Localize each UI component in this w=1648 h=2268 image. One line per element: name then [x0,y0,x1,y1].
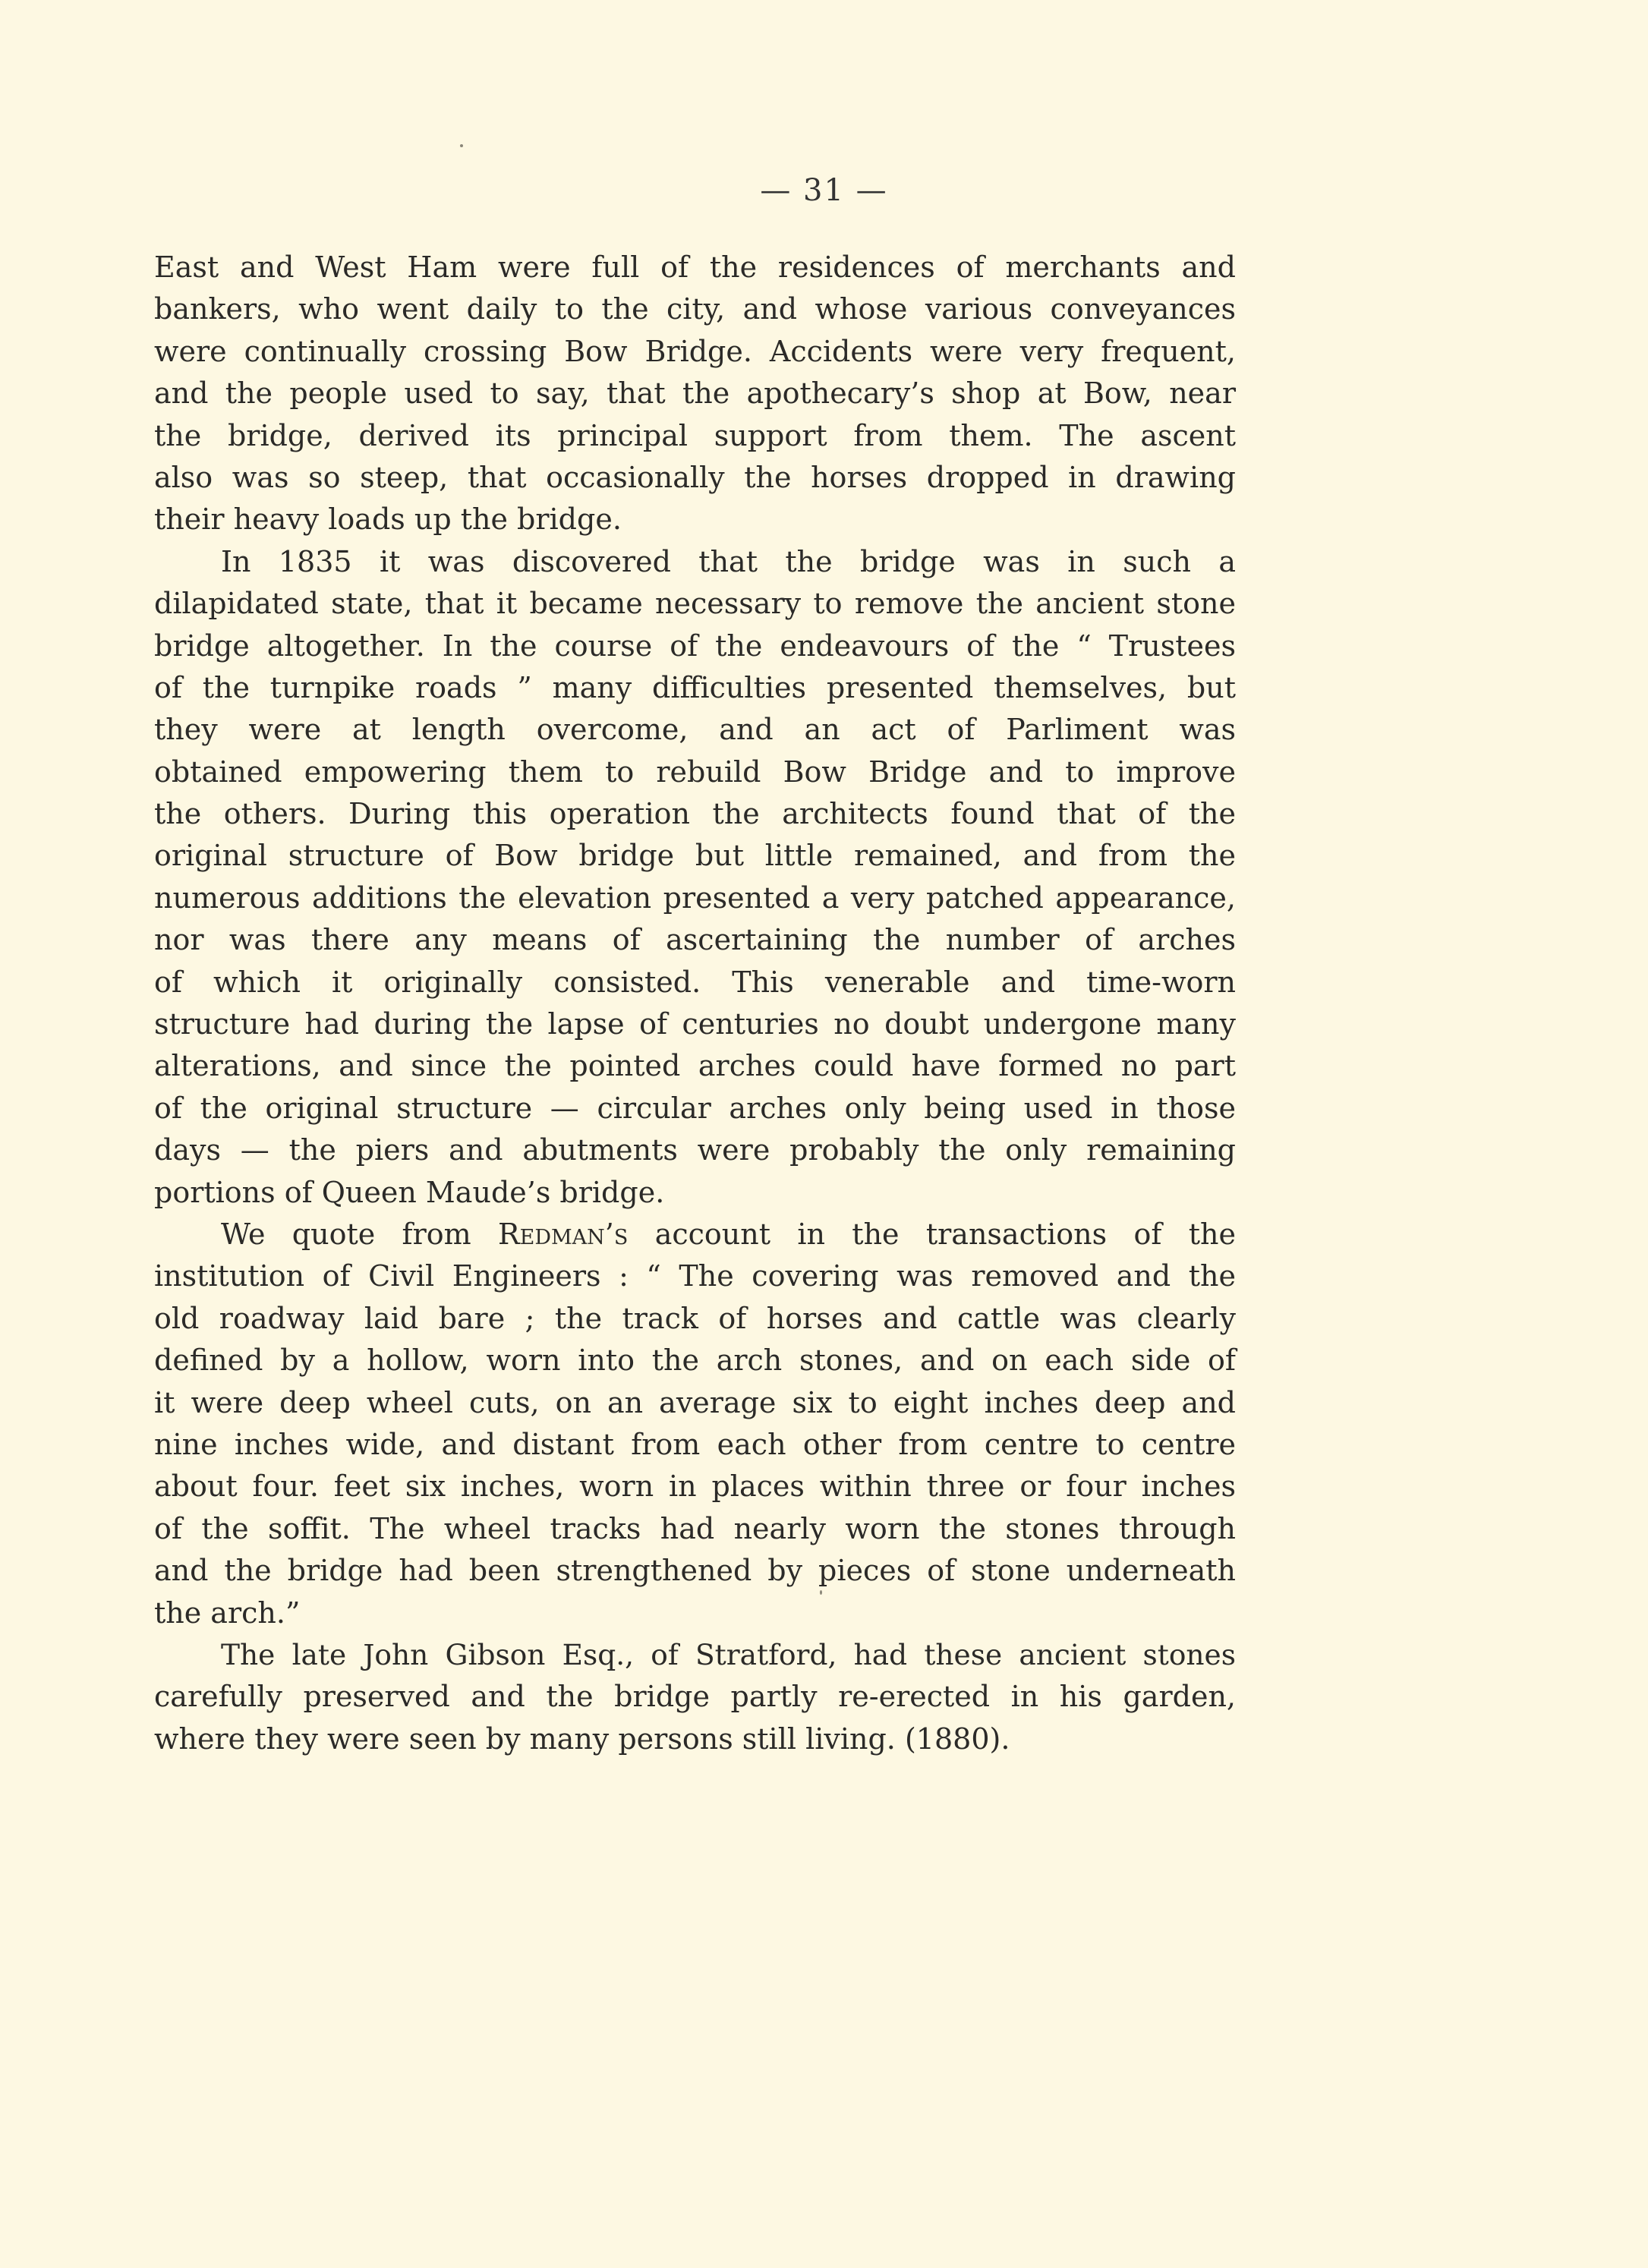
text-line: also was so steep, that occasionally the horses dropped in drawing [154,460,1236,494]
text-line: nor was there any means of ascertaining the number of arches [154,923,1236,957]
text-line: of which it originally consisted. This venerable and time-worn [154,965,1236,999]
text-line: alterations, and since the pointed arches could have formed no part [154,1049,1236,1083]
text-line: were continually crossing Bow Bridge. Accidents were very frequent, [154,334,1236,368]
text-line: institution of Civil Engineers : “ The covering was removed and the [154,1259,1236,1293]
text-line: East and West Ham were full of the residences of merchants and [154,250,1236,284]
text-line: portions of Queen Maude’s bridge. [154,1175,665,1209]
text-line: obtained empowering them to rebuild Bow Bridge and to improve [154,754,1236,789]
text-line: dilapidated state, that it became necessary to remove the ancient stone [154,587,1236,621]
text-line: they were at length overcome, and an act of Parliment was [154,713,1236,747]
text-line: of the soffit. The wheel tracks had nearly worn the stones through [154,1511,1236,1545]
text-line: numerous additions the elevation presented a very patched appearance, [154,880,1236,915]
text-line: defined by a hollow, worn into the arch stones, and on each side of [154,1343,1236,1378]
text-line: of the original structure — circular arches only being used in those [154,1091,1236,1125]
text-line: bridge altogether. In the course of the endeavours of the “ Trustees [154,628,1236,663]
text-line: bankers, who went daily to the city, and whose various conveyances [154,292,1236,326]
small-caps-name: Redman’s [498,1217,629,1251]
text-line: We quote from Redman’s account in the transactions of the [221,1217,1236,1251]
text-line: and the people used to say, that the apothecary’s shop at Bow, near [154,376,1236,411]
text-line: where they were seen by many persons still living. (1880). [154,1721,1010,1756]
text-line: carefully preserved and the bridge partly re-erected in his garden, [154,1680,1236,1714]
text-line: the others. During this operation the architects found that of the [154,797,1236,831]
text-line: the arch.” [154,1595,301,1630]
text-line: the bridge, derived its principal support from them. The ascent [154,418,1236,452]
body-text [154,247,1236,1760]
text-line: nine inches wide, and distant from each other from centre to centre [154,1427,1236,1461]
text-line: original structure of Bow bridge but little remained, and from the [154,839,1236,873]
text-line: of the turnpike roads ” many difficulties presented themselves, but [154,670,1236,704]
text-line: old roadway laid bare ; the track of horses and cattle was clearly [154,1301,1236,1335]
text-line: and the bridge had been strengthened by pieces of stone underneath [154,1554,1236,1588]
text-line: their heavy loads up the bridge. [154,502,622,537]
text-line: In 1835 it was discovered that the bridge was in such a [221,544,1236,578]
text-line: The late John Gibson Esq., of Stratford, had these ancient stones [221,1637,1236,1671]
text-line: about four. feet six inches, worn in places within three or four inches [154,1469,1236,1504]
page-number: — 31 — [760,173,888,208]
text-line: it were deep wheel cuts, on an average six to eight inches deep and [154,1385,1236,1419]
text-line: structure had during the lapse of centuries no doubt undergone many [154,1007,1236,1041]
text-line: days — the piers and abutments were probably the only remaining [154,1133,1236,1167]
paper-speck [460,144,463,147]
